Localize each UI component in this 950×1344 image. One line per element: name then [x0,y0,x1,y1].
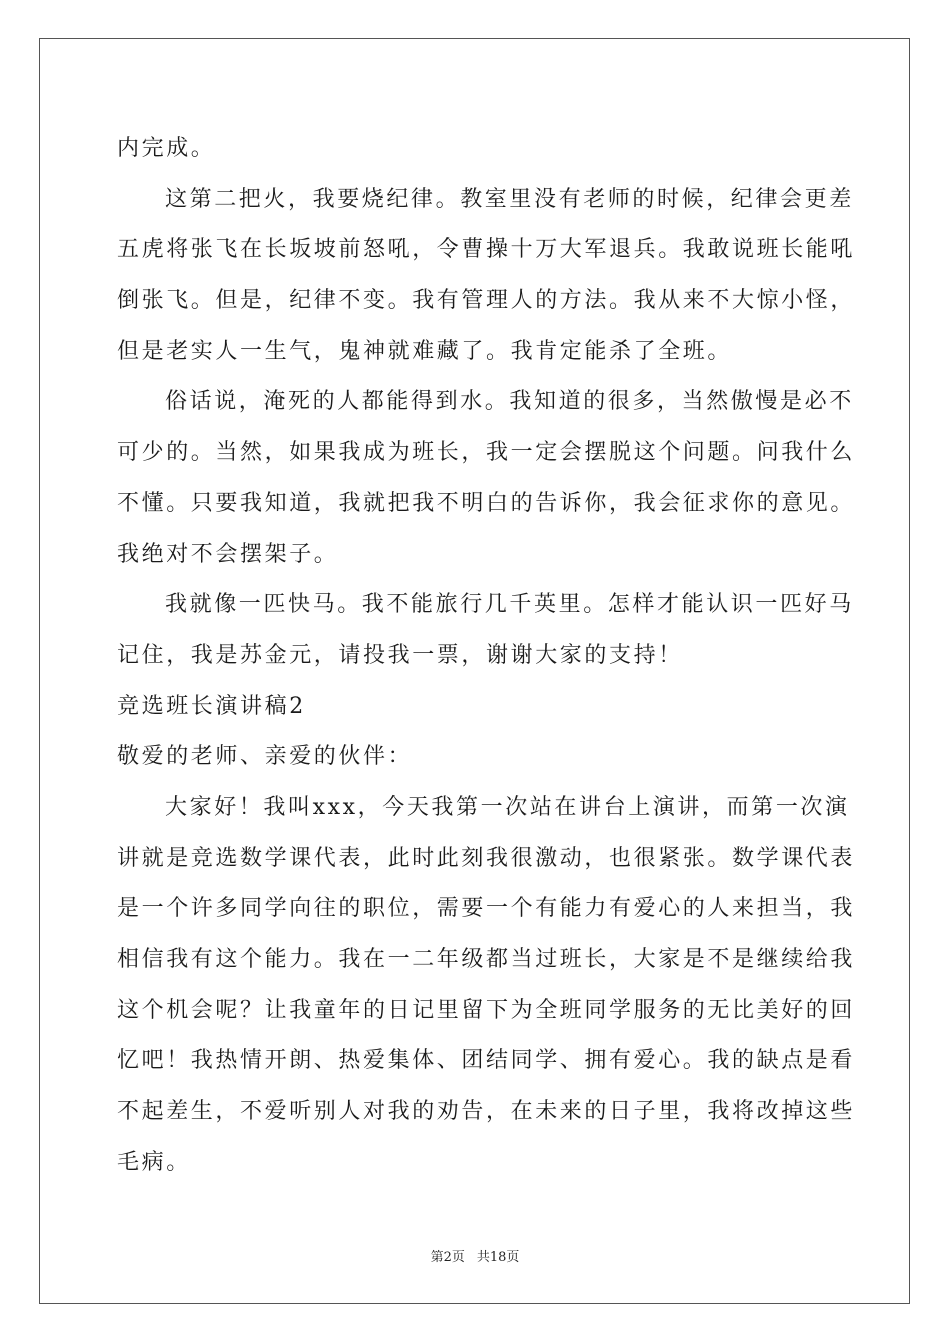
text-line: 记住，我是苏金元，请投我一票，谢谢大家的支持！ [117,642,683,668]
text-line: 但是老实人一生气，鬼神就难藏了。我肯定能杀了全班。 [117,338,733,364]
total-pages-label: 共18页 [476,1250,520,1265]
text-line: 不懂。只要我知道，我就把我不明白的告诉你，我会征求你的意见。 [117,490,856,516]
text-line: 我绝对不会摆架子。 [117,541,339,567]
text-line: 不起差生，不爱听别人对我的劝告，在未来的日子里，我将改掉这些 [117,1099,856,1125]
document-body [117,124,856,1188]
paragraph-start-line: 我就像一匹快马。我不能旅行几千英里。怎样才能认识一匹好马 [165,592,854,618]
paragraph-start-line: 俗话说，淹死的人都能得到水。我知道的很多，当然傲慢是必不 [165,389,854,415]
text-line: 内完成。 [117,136,216,161]
salutation-line: 敬爱的老师、亲爱的伙伴： [117,744,413,770]
text-line: 是一个许多同学向往的职位，需要一个有能力有爱心的人来担当，我 [117,896,856,922]
text-line: 五虎将张飞在长坂坡前怒吼，令曹操十万大军退兵。我敢说班长能吼 [117,237,856,263]
text-line: 这个机会呢？让我童年的日记里留下为全班同学服务的无比美好的回 [117,997,856,1023]
text-line: 讲就是竞选数学课代表，此时此刻我很激动，也很紧张。数学课代表 [117,845,856,871]
current-page-label: 第2页 [430,1250,465,1265]
text-line: 忆吧！我热情开朗、热爱集体、团结同学、拥有爱心。我的缺点是看 [117,1048,856,1074]
text-line: 倒张飞。但是，纪律不变。我有管理人的方法。我从来不大惊小怪， [117,288,856,314]
text-line: 毛病。 [117,1149,191,1175]
page-footer [0,1246,950,1265]
section-title: 竞选班长演讲稿2 [117,693,306,719]
text-line: 可少的。当然，如果我成为班长，我一定会摆脱这个问题。问我什么 [117,440,856,466]
paragraph-start-line: 大家好！我叫xxx，今天我第一次站在讲台上演讲，而第一次演 [165,794,850,820]
paragraph-start-line: 这第二把火，我要烧纪律。教室里没有老师的时候，纪律会更差 [165,186,854,212]
text-line: 相信我有这个能力。我在一二年级都当过班长，大家是不是继续给我 [117,947,856,972]
